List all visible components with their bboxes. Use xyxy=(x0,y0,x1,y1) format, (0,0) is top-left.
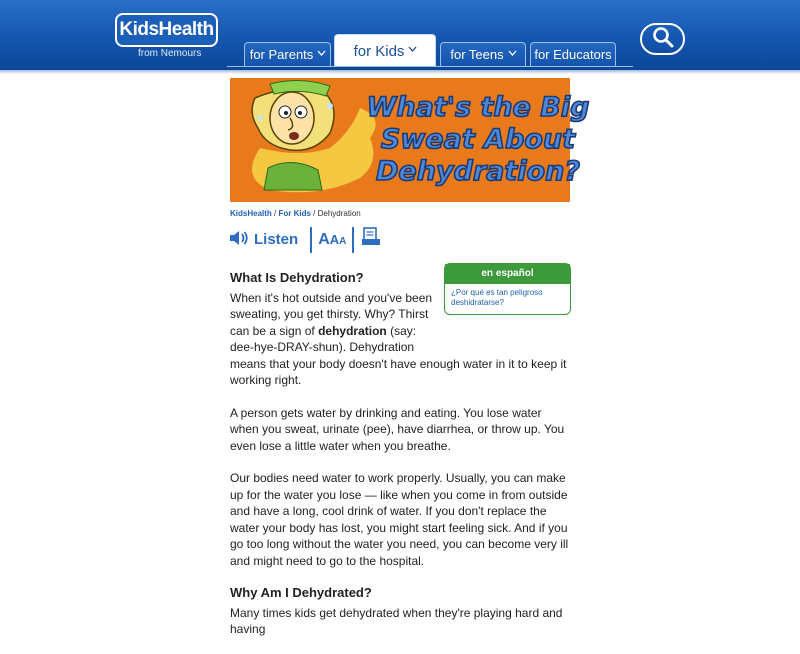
tab-baseline xyxy=(227,66,633,67)
breadcrumb xyxy=(230,209,361,218)
section-heading: What Is Dehydration? xyxy=(230,270,364,285)
float-spacer xyxy=(436,290,570,354)
paragraph-text: When it's hot outside and you've been sweating, you get thirsty. Why? Thirst can be a sign of xyxy=(230,290,433,338)
logo-subtitle: from Nemours xyxy=(138,48,202,59)
breadcrumb-current: Dehydration xyxy=(317,209,361,218)
header-shadow xyxy=(0,70,800,74)
tab-for-parents[interactable] xyxy=(244,42,331,66)
kidshealth-logo[interactable] xyxy=(115,13,218,47)
search-icon xyxy=(652,26,674,53)
hero-title-line-2: Sweat About xyxy=(380,124,576,155)
tab-label: for Teens xyxy=(450,47,504,62)
section-heading: Why Am I Dehydrated? xyxy=(230,585,372,600)
hero-illustration xyxy=(230,78,590,202)
article-paragraph: Our bodies need water to work properly. Usually, you can make up for the water you lose — like when you come in from outside and have a long, cool drink of water. If you don't replace the water your body has lost, you might start feeling sick. And if you go too long without the water you need, you can become very ill and might need to go to the hospital. xyxy=(230,471,569,568)
breadcrumb-link-for-kids[interactable]: For Kids xyxy=(278,209,311,218)
logo-text: KidsHealth xyxy=(119,19,214,40)
article-tools xyxy=(228,226,382,253)
breadcrumb-link-kidshealth[interactable]: KidsHealth xyxy=(230,209,272,218)
search-button[interactable] xyxy=(640,23,685,55)
print-icon[interactable] xyxy=(360,227,382,252)
tab-for-teens[interactable] xyxy=(440,42,526,66)
hero-title-line-1: What's the Big xyxy=(366,92,590,123)
article-paragraph: A person gets water by drinking and eating. You lose water when you sweat, urinate (pee), have diarrhea, or throw up. You even lose a little water when you breathe. xyxy=(230,405,565,453)
tab-label: for Kids xyxy=(353,42,405,60)
listen-label: Listen xyxy=(254,231,299,248)
tab-for-kids[interactable] xyxy=(334,34,436,67)
tab-label: for Educators xyxy=(534,47,612,62)
chevron-down-icon xyxy=(408,45,416,53)
chevron-down-icon xyxy=(508,49,516,57)
spanish-article-link[interactable]: ¿Por qué es tan peligroso deshidratarse? xyxy=(451,288,543,307)
tool-divider xyxy=(310,227,312,253)
chevron-down-icon xyxy=(317,49,325,57)
speaker-icon xyxy=(228,229,250,251)
tab-for-educators[interactable] xyxy=(530,42,616,66)
breadcrumb-separator: / xyxy=(310,209,318,218)
breadcrumb-separator: / xyxy=(271,209,279,218)
article-paragraph: Many times kids get dehydrated when they're playing hard and having xyxy=(230,605,563,636)
article-body xyxy=(230,270,570,654)
hero-banner xyxy=(230,78,590,202)
hero-title-line-3: Dehydration? xyxy=(375,156,581,187)
listen-button[interactable] xyxy=(228,229,304,251)
text-size-icon[interactable]: A A A xyxy=(318,230,347,248)
tab-label: for Parents xyxy=(249,47,314,62)
paragraph-text: (say: dee-hye-DRAY-shun). Dehydration means that your body doesn't have enough water in it to keep it working right. xyxy=(230,323,567,387)
en-espanol-heading: en español xyxy=(445,264,570,284)
glossary-term: dehydration xyxy=(318,323,387,338)
tool-divider xyxy=(352,227,354,253)
